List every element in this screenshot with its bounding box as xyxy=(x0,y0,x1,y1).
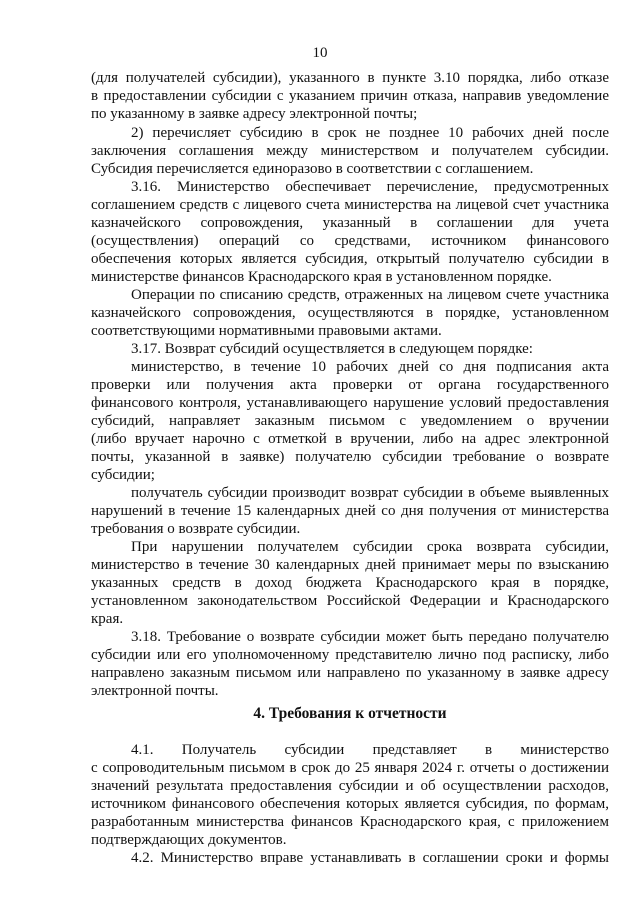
text-line: При нарушении получателем субсидии срока возврата субсидии, xyxy=(131,539,609,555)
text-line: направлено заказным письмом или направлено по указанному в заявке адресу xyxy=(91,665,609,681)
text-line: значений результата предоставления субсидии и об осуществлении расходов, xyxy=(91,778,609,794)
text-line: разработанным министерства финансов Краснодарского края, с приложением xyxy=(91,814,609,830)
text-line: в предоставлении субсидии с указанием причин отказа, направив уведомление xyxy=(91,88,609,104)
text-line: (для получателей субсидии), указанного в пункте 3.10 порядка, либо отказе xyxy=(91,70,609,86)
text-line: соглашением средств с лицевого счета министерства на лицевой счет участника xyxy=(91,197,609,213)
text-line: финансового контроля, устанавливающего нарушение условий предоставления xyxy=(91,395,609,411)
text-line: министерство, в течение 10 рабочих дней со дня подписания акта xyxy=(131,359,609,375)
text-line: 2) перечисляет субсидию в срок не позднее 10 рабочих дней после xyxy=(131,125,609,141)
text-line: Субсидия перечисляется единоразово в соответствии с соглашением. xyxy=(91,161,534,177)
text-line: субсидий, направляет заказным письмом с уведомлением о вручении xyxy=(91,413,609,429)
text-line: 4.1. Получатель субсидии представляет в министерство xyxy=(131,742,609,758)
text-line: подтверждающих документов. xyxy=(91,832,287,848)
text-line: заключения соглашения между министерством и получателем субсидии. xyxy=(91,143,609,159)
text-line: казначейского сопровождения, осуществляются в порядке, установленном xyxy=(91,305,609,321)
text-line: 3.17. Возврат субсидий осуществляется в следующем порядке: xyxy=(131,341,533,357)
text-line: края. xyxy=(91,611,124,627)
page-number: 10 xyxy=(312,45,328,61)
section-heading: 4. Требования к отчетности xyxy=(253,705,447,722)
text-line: казначейского сопровождения, указанный в соглашении для учета xyxy=(91,215,609,231)
text-line: соответствующими нормативными правовыми актами. xyxy=(91,323,442,339)
text-line: источником финансового обеспечения которых является субсидия, по формам, xyxy=(91,796,609,812)
text-line: электронной почты. xyxy=(91,683,219,699)
text-line: нарушений в течение 15 календарных дней со дня получения от министерства xyxy=(91,503,609,519)
text-line: 3.18. Требование о возврате субсидии может быть передано получателю xyxy=(131,629,609,645)
text-line: получатель субсидии производит возврат субсидии в объеме выявленных xyxy=(131,485,609,501)
text-line: (осуществления) операций со средствами, источником финансового xyxy=(91,233,609,249)
text-line: установленном законодательством Российской Федерации и Краснодарского xyxy=(91,593,609,609)
text-line: проверки или получения акта проверки от органа государственного xyxy=(91,377,609,393)
text-line: 4.2. Министерство вправе устанавливать в соглашении сроки и формы xyxy=(131,850,609,866)
text-line: субсидии; xyxy=(91,467,155,483)
text-line: (либо вручает нарочно с отметкой в вручении, либо на адрес электронной xyxy=(91,431,609,447)
text-line: по указанному в заявке адресу электронной почты; xyxy=(91,106,418,122)
text-line: 3.16. Министерство обеспечивает перечисление, предусмотренных xyxy=(131,179,609,195)
text-line: указанных средств в доход бюджета Краснодарского края в порядке, xyxy=(91,575,609,591)
text-line: субсидии или его уполномоченному представителю лично под расписку, либо xyxy=(91,647,609,663)
text-line: требования о возврате субсидии. xyxy=(91,521,301,537)
text-line: с сопроводительным письмом в срок до 25 января 2024 г. отчеты о достижении xyxy=(91,760,609,776)
text-line: министерстве финансов Краснодарского края в установленном порядке. xyxy=(91,269,552,285)
text-line: обеспечения которых является субсидия, открытый получателю субсидии в xyxy=(91,251,609,267)
text-line: Операции по списанию средств, отраженных на лицевом счете участника xyxy=(131,287,609,303)
text-line: почты, указанной в заявке) получателю субсидии требование о возврате xyxy=(91,449,609,465)
text-line: министерство в течение 30 календарных дней принимает меры по взысканию xyxy=(91,557,609,573)
